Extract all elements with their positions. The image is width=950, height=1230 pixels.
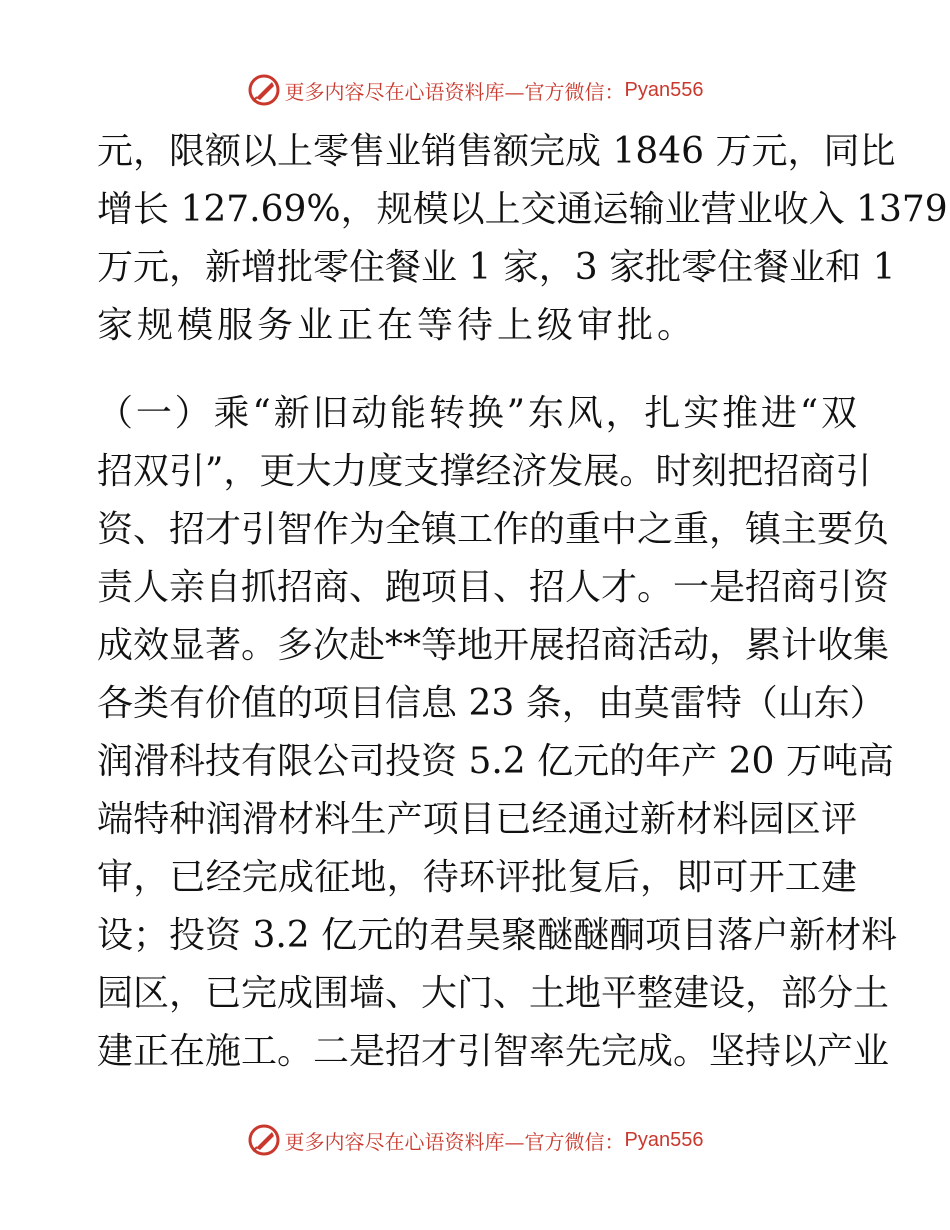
- text-line: 端特种润滑材料生产项目已经通过新材料园区评: [97, 799, 857, 840]
- text-line: 审，已经完成征地，待环评批复后，即可开工建: [97, 857, 857, 898]
- text-line: 责人亲自抓招商、跑项目、招人才。一是招商引资: [97, 567, 890, 608]
- header-banner: [0, 70, 950, 110]
- text-line: 增长 127.69%，规模以上交通运输业营业收入 1379: [97, 189, 948, 230]
- text-line: 各类有价值的项目信息 23 条，由莫雷特（山东）: [97, 683, 886, 724]
- text-line: 润滑科技有限公司投资 5.2 亿元的年产 20 万吨高: [97, 741, 894, 782]
- document-body: [97, 123, 948, 1081]
- footer-banner-text: 更多内容尽在心语资料库—官方微信：: [284, 1129, 625, 1154]
- text-line: 园区，已完成围墙、大门、土地平整建设，部分土: [97, 973, 890, 1014]
- text-line: 元，限额以上零售业销售额完成 1846 万元，同比: [97, 131, 896, 172]
- quill-pen-logo-icon: [247, 1123, 281, 1157]
- text-line: 万元，新增批零住餐业 1 家，3 家批零住餐业和 1: [97, 247, 896, 288]
- quill-pen-logo-icon: [247, 73, 281, 107]
- text-line: 资、招才引智作为全镇工作的重中之重，镇主要负: [97, 509, 890, 550]
- text-line: 成效显著。多次赴**等地开展招商活动，累计收集: [97, 625, 890, 666]
- header-banner-wechat-id: Pyan556: [624, 78, 704, 101]
- paragraph-gap: [97, 355, 857, 385]
- text-line: 设；投资 3.2 亿元的君昊聚醚醚酮项目落户新材料: [97, 915, 898, 956]
- text-line: （一）乘“新旧动能转换”东风，扎实推进“双: [97, 393, 857, 434]
- footer-banner-wechat-id: Pyan556: [624, 1128, 704, 1151]
- text-line: 建正在施工。二是招才引智率先完成。坚持以产业: [97, 1031, 890, 1072]
- header-banner-text: 更多内容尽在心语资料库—官方微信：: [284, 79, 625, 104]
- paragraph-1: [97, 123, 948, 355]
- footer-banner: [0, 1120, 950, 1160]
- paragraph-2: [97, 385, 898, 1081]
- text-line: 招双引”，更大力度支撑经济发展。时刻把招商引: [97, 451, 872, 492]
- text-line: 家规模服务业正在等待上级审批。: [97, 305, 698, 346]
